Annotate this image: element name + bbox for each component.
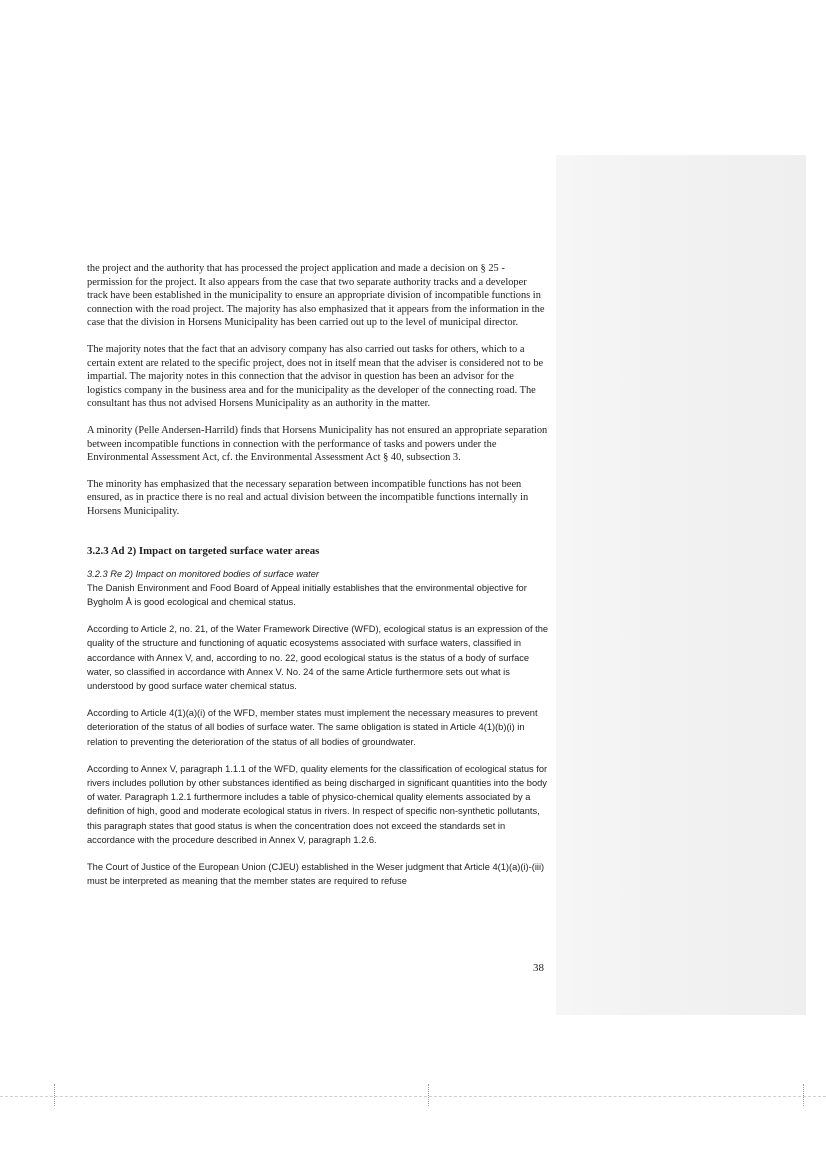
paragraph: The majority notes that the fact that an advisory company has also carried out tasks for others, which to a certain extent are related to the specific project, does not in itself mean that the adviser is considered not to be impartial. The majority notes in this connection that the advisor in question has been an advisor for the logistics company in the business area and for the municipality as the developer of the connecting road. The consultant has thus not advised Horsens Municipality as an authority in the matter. — [87, 343, 544, 410]
paragraph: the project and the authority that has processed the project application and made a decision on § 25 - permission for the project. It also appears from the case that two separate authority tracks and a developer track have been established in the municipality to ensure an appropriate division of incompatible functions in connection with the road project. The majority has also emphasized that it appears from the information in the case that the division in Horsens Municipality has been carried out up to the level of municipal director. — [87, 263, 545, 329]
scan-shading — [556, 155, 806, 1015]
crop-mark — [54, 1084, 57, 1106]
paragraph: The Danish Environment and Food Board of Appeal initially establishes that the environmental objective for Bygholm Å is good ecological and chemical status. — [87, 582, 527, 607]
page-number: 38 — [533, 962, 544, 974]
paragraph: According to Article 4(1)(a)(i) of the WFD, member states must implement the necessary measures to prevent deterioration of the status of all bodies of surface water. The same obligation is stated in Article 4(1)(b)(i) in relation to preventing the deterioration of the status of all bodies of groundwater. — [87, 708, 538, 747]
paragraph: According to Annex V, paragraph 1.1.1 of the WFD, quality elements for the classification of ecological status for rivers includes pollution by other substances identified as being discharged in significant quantities into the body of water. Paragraph 1.2.1 furthermore includes a table of physico-chemical quality elements associated by a definition of high, good and moderate ecological status in rivers. In respect of specific non-synthetic pollutants, this paragraph states that good status is when the concentration does not exceed the standards set in accordance with the procedure described in Annex V, paragraph 1.2.6. — [87, 763, 548, 845]
subsection-heading: 3.2.3 Re 2) Impact on monitored bodies of surface water — [87, 568, 320, 579]
section-heading: 3.2.3 Ad 2) Impact on targeted surface water areas — [87, 544, 320, 557]
paragraph: According to Article 2, no. 21, of the Water Framework Directive (WFD), ecological status is an expression of the quality of the structure and functioning of aquatic ecosystems associated with surface waters, classified in accordance with Annex V, and, according to no. 22, good ecological status is the status of a body of surface water, so classified in accordance with Annex V. No. 24 of the same Article furthermore sets out what is understood by good surface water chemical status. — [87, 624, 549, 691]
crop-mark — [803, 1084, 806, 1106]
paragraph: A minority (Pelle Andersen-Harrild) finds that Horsens Municipality has not ensured an appropriate separation between incompatible functions in connection with the performance of tasks and powers under the Environmental Assessment Act, cf. the Environmental Assessment Act § 40, subsection 3. — [87, 424, 548, 464]
paragraph: The Court of Justice of the European Union (CJEU) established in the Weser judgment that Article 4(1)(a)(i)-(iii) must be interpreted as meaning that the member states are required to refuse — [87, 861, 545, 887]
crop-mark — [428, 1084, 431, 1106]
paragraph: The minority has emphasized that the necessary separation between incompatible functions has not been ensured, as in practice there is no real and actual division between the incompatible functions internally in Horsens Municipality. — [87, 478, 529, 517]
document-body — [87, 262, 549, 901]
scan-artifact-line — [0, 1096, 826, 1097]
